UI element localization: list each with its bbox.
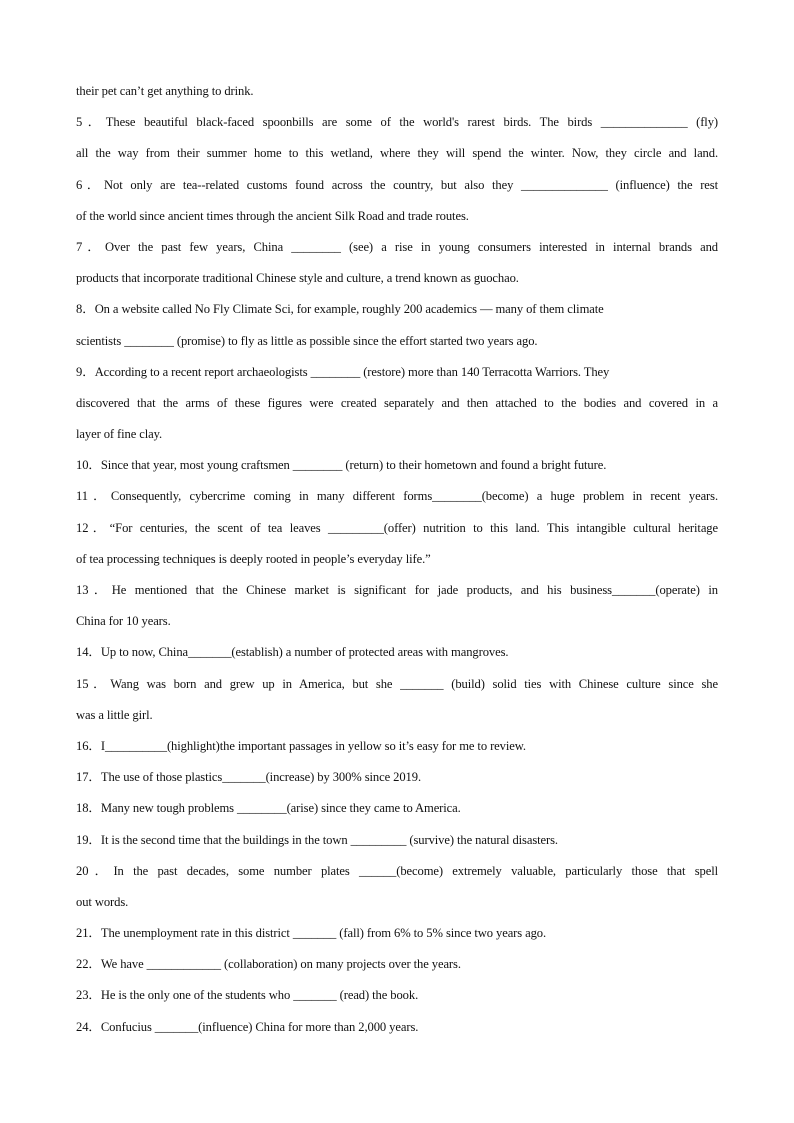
text-line: 6．Not only are tea--related customs found across the country, but also they ______________ (influence) the rest (76, 177, 718, 192)
text-line: 8．On a website called No Fly Climate Sci, for example, roughly 200 academics — many of them climate (76, 302, 604, 317)
text-line: 24．Confucius _______(influence) China for more than 2,000 years. (76, 1019, 419, 1034)
text-line: discovered that the arms of these figures were created separately and then attached to the bodies and covered in a (76, 395, 718, 410)
text-line: products that incorporate traditional Chinese style and culture, a trend known as guochao. (76, 271, 519, 286)
text-line: China for 10 years. (76, 614, 171, 629)
text-line: 21．The unemployment rate in this district _______ (fall) from 6% to 5% since two years ago. (76, 926, 547, 941)
text-line: 7．Over the past few years, China ________ (see) a rise in young consumers interested in internal brands and (76, 239, 718, 254)
text-line: their pet can’t get anything to drink. (76, 84, 254, 98)
text-line: 22．We have ____________ (collaboration) on many projects over the years. (76, 957, 461, 972)
text-line: 14．Up to now, China_______(establish) a number of protected areas with mangroves. (76, 645, 509, 660)
text-line: 13．He mentioned that the Chinese market is significant for jade products, and his business_______(operate) in (76, 583, 718, 597)
text-line: layer of fine clay. (76, 427, 163, 442)
text-line: 9．According to a recent report archaeologists ________ (restore) more than 140 Terracotta Warriors. They (76, 364, 610, 379)
text-line: 11．Consequently, cybercrime coming in many different forms________(become) a huge problem in recent years. (76, 489, 718, 504)
text-line: 17．The use of those plastics_______(increase) by 300% since 2019. (76, 770, 421, 785)
text-line: all the way from their summer home to this wetland, where they will spend the winter. Now, they circle and land. (76, 146, 718, 161)
text-line: 12．“For centuries, the scent of tea leaves _________(offer) nutrition to this land. This intangible cultural heritage (76, 520, 718, 535)
worksheet-page (76, 76, 718, 1043)
text-line: 20．In the past decades, some number plates ______(become) extremely valuable, particularly those that spell (76, 863, 718, 878)
text-line: was a little girl. (76, 707, 153, 722)
text-line: 16．I__________(highlight)the important passages in yellow so it’s easy for me to review. (76, 738, 526, 753)
text-line: 10．Since that year, most young craftsmen ________ (return) to their hometown and found a bright future. (76, 458, 607, 473)
text-line: 23．He is the only one of the students who _______ (read) the book. (76, 988, 419, 1003)
text-line: of tea processing techniques is deeply rooted in people’s everyday life.” (76, 551, 431, 566)
text-line: of the world since ancient times through the ancient Silk Road and trade routes. (76, 208, 469, 223)
text-line: 18．Many new tough problems ________(arise) since they came to America. (76, 801, 461, 816)
text-line: scientists ________ (promise) to fly as little as possible since the effort started two years ago. (76, 333, 538, 348)
text-line: 15．Wang was born and grew up in America, but she _______ (build) solid ties with Chinese culture since she (76, 676, 718, 691)
text-line: 19．It is the second time that the buildings in the town _________ (survive) the natural disasters. (76, 832, 558, 847)
text-line: 5．These beautiful black-faced spoonbills are some of the world's rarest birds. The birds ______________ (fly) (76, 115, 718, 130)
text-line: out words. (76, 894, 129, 909)
